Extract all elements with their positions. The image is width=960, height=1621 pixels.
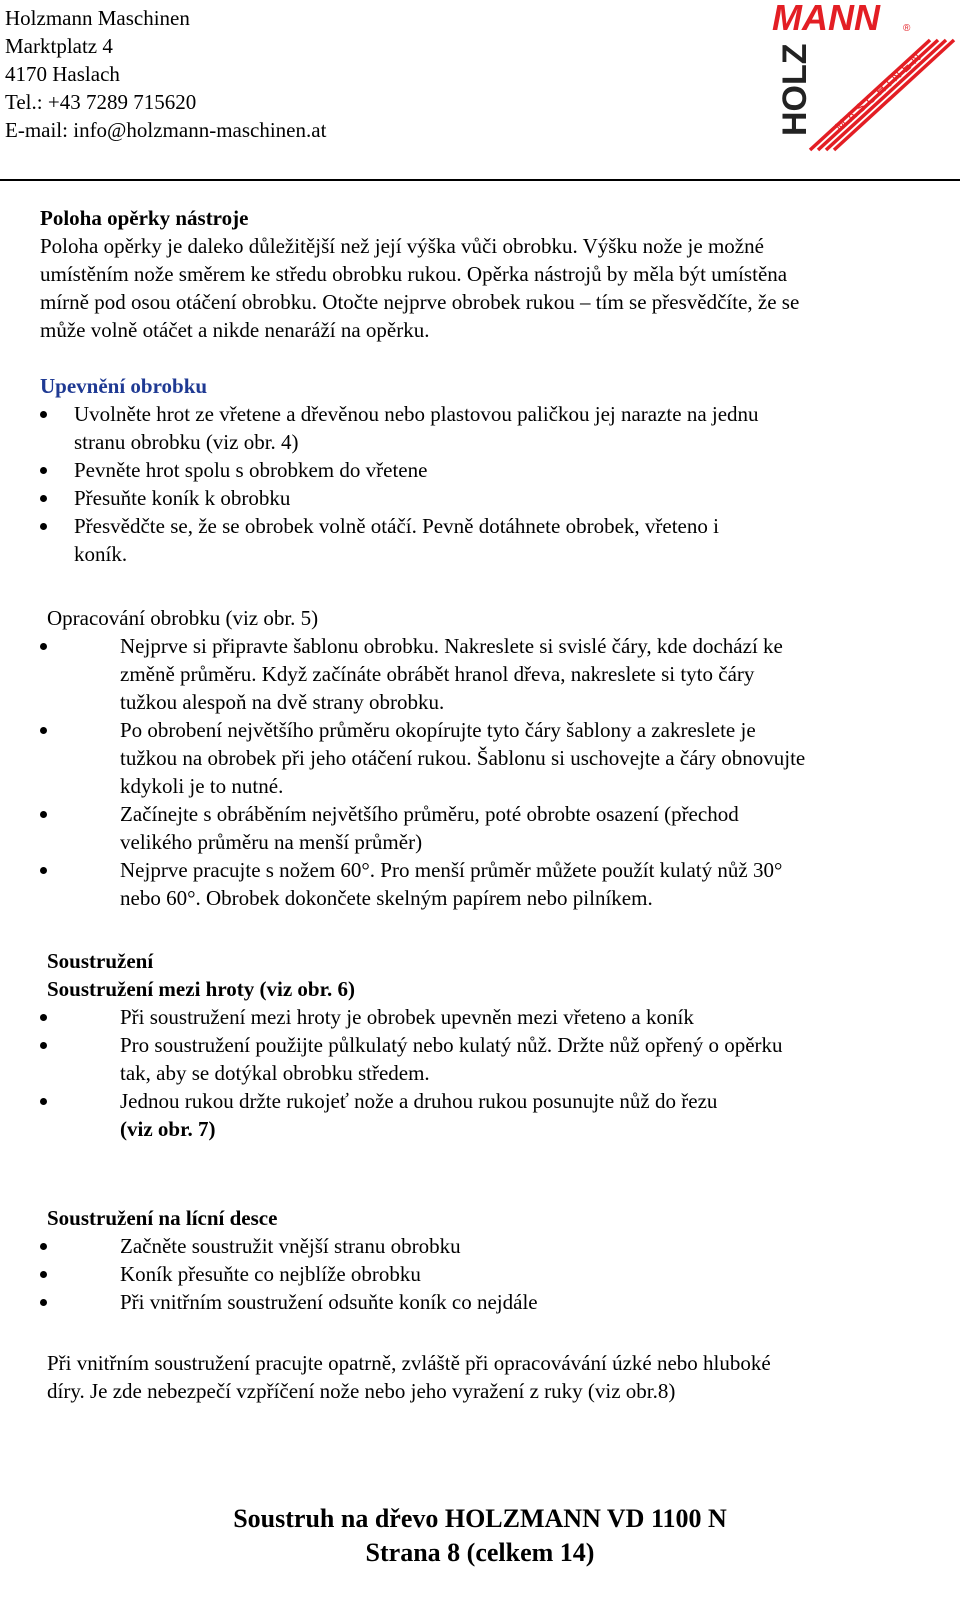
section-title-turning: Soustružení (47, 949, 154, 973)
list-item-line: tužkou na obrobek při jeho otáčení rukou. Šablonu si uschovejte a čáry obnovujte (120, 746, 806, 770)
list-item (0, 1288, 947, 1316)
list-item-line: (viz obr. 7) (120, 1117, 216, 1141)
list-item-line: Při vnitřním soustružení odsuňte koník co nejdále (120, 1290, 538, 1314)
list-item (0, 856, 947, 912)
list-item-line: koník. (74, 542, 128, 566)
list-item-line: Při soustružení mezi hroty je obrobek upevněn mezi vřeteno a koník (120, 1005, 694, 1029)
mounting-list (0, 400, 940, 568)
faceplate-list (0, 1232, 947, 1316)
logo-maschinen-text: MASCHINEN (831, 46, 927, 135)
list-item (0, 1003, 947, 1031)
company-street: Marktplatz 4 (5, 34, 113, 58)
list-item (0, 456, 940, 484)
logo-holz-text: HOLZ (776, 43, 814, 136)
list-item-line: nebo 60°. Obrobek dokončete skelným papírem nebo pilníkem. (120, 886, 653, 910)
section-mounting (40, 372, 940, 568)
section-tool-rest (40, 204, 940, 344)
list-item-line: Přesuňte koník k obrobku (74, 486, 291, 510)
section-title-tool-rest: Poloha opěrky nástroje (40, 206, 249, 230)
list-item (0, 512, 940, 568)
footer-title: Soustruh na dřevo HOLZMANN VD 1100 N (233, 1504, 727, 1533)
turning-list (0, 1003, 947, 1143)
section-subtitle-turning: Soustružení mezi hroty (viz obr. 6) (47, 977, 355, 1001)
holzmann-logo (770, 0, 960, 160)
footer-page-number: Strana 8 (celkem 14) (365, 1538, 595, 1567)
paragraph-line: může volně otáčet a nikde nenaráží na opěrku. (40, 318, 430, 342)
paragraph-line: umístěním nože směrem ke středu obrobku rukou. Opěrka nástrojů by měla být umístěna (40, 262, 788, 286)
list-item-line: Pevněte hrot spolu s obrobkem do vřetene (74, 458, 428, 482)
list-item (0, 632, 947, 716)
section-turning (47, 947, 947, 1143)
company-contact (5, 4, 326, 144)
company-city: 4170 Haslach (5, 62, 120, 86)
machining-list (0, 632, 947, 912)
list-item (0, 484, 940, 512)
list-item-line: stranu obrobku (viz obr. 4) (74, 430, 299, 454)
company-phone: Tel.: +43 7289 715620 (5, 90, 197, 114)
list-item-line: Přesvědčte se, že se obrobek volně otáčí. Pevně dotáhnete obrobek, vřeteno i (74, 514, 719, 538)
list-item (0, 1031, 947, 1087)
list-item-line: tak, aby se dotýkal obrobku středem. (120, 1061, 430, 1085)
section-title-faceplate: Soustružení na lícní desce (47, 1206, 278, 1230)
logo-mann-text: MANN (772, 0, 880, 38)
paragraph-line: mírně pod osou otáčení obrobku. Otočte nejprve obrobek rukou – tím se přesvědčíte, že se (40, 290, 800, 314)
list-item-line: Po obrobení největšího průměru okopírujte tyto čáry šablony a zakreslete je (120, 718, 756, 742)
section-faceplate (47, 1204, 947, 1316)
logo-holz-mark (776, 43, 814, 136)
paragraph-line: Poloha opěrky je daleko důležitější než její výška vůči obrobku. Výšku nože je možné (40, 234, 764, 258)
list-item (0, 716, 947, 800)
paragraph-line: díry. Je zde nebezpečí vzpříčení nože nebo jeho vyražení z ruky (viz obr.8) (47, 1379, 676, 1403)
list-item (0, 400, 940, 456)
list-item-line: tužkou alespoň na dvě strany obrobku. (120, 690, 445, 714)
logo-registered-text: ® (903, 23, 911, 34)
section-title-machining: Opracování obrobku (viz obr. 5) (47, 606, 319, 630)
list-item (0, 800, 947, 856)
list-item-line: změně průměru. Když začínáte obrábět hranol dřeva, nakreslete si tyto čáry (120, 662, 755, 686)
section-title-mounting: Upevnění obrobku (40, 374, 208, 398)
list-item-line: velikého průměru na menší průměr) (120, 830, 423, 854)
paragraph-line: Při vnitřním soustružení pracujte opatrně, zvláště při opracovávání úzké nebo hluboké (47, 1351, 771, 1375)
list-item-line: Začněte soustružit vnější stranu obrobku (120, 1234, 461, 1258)
header-divider (0, 179, 960, 181)
list-item-line: Nejprve si připravte šablonu obrobku. Nakreslete si svislé čáry, kde dochází ke (120, 634, 783, 658)
list-item-line: Jednou rukou držte rukojeť nože a druhou rukou posunujte nůž do řezu (120, 1089, 718, 1113)
list-item-line: Pro soustružení použijte půlkulatý nebo kulatý nůž. Držte nůž opřený o opěrku (120, 1033, 783, 1057)
list-item-line: Začínejte s obráběním největšího průměru, poté obrobte osazení (přechod (120, 802, 739, 826)
faceplate-note (47, 1349, 947, 1405)
list-item-line: kdykoli je to nutné. (120, 774, 284, 798)
company-email: E-mail: info@holzmann-maschinen.at (5, 118, 327, 142)
list-item-line: Uvolněte hrot ze vřetene a dřevěnou nebo plastovou paličkou jej narazte na jednu (74, 402, 759, 426)
list-item-line: Nejprve pracujte s nožem 60°. Pro menší průměr můžete použít kulatý nůž 30° (120, 858, 783, 882)
list-item (0, 1260, 947, 1288)
list-item (0, 1087, 947, 1143)
list-item (0, 1232, 947, 1260)
company-name: Holzmann Maschinen (5, 6, 190, 30)
list-item-line: Koník přesuňte co nejblíže obrobku (120, 1262, 421, 1286)
section-machining (47, 604, 947, 912)
